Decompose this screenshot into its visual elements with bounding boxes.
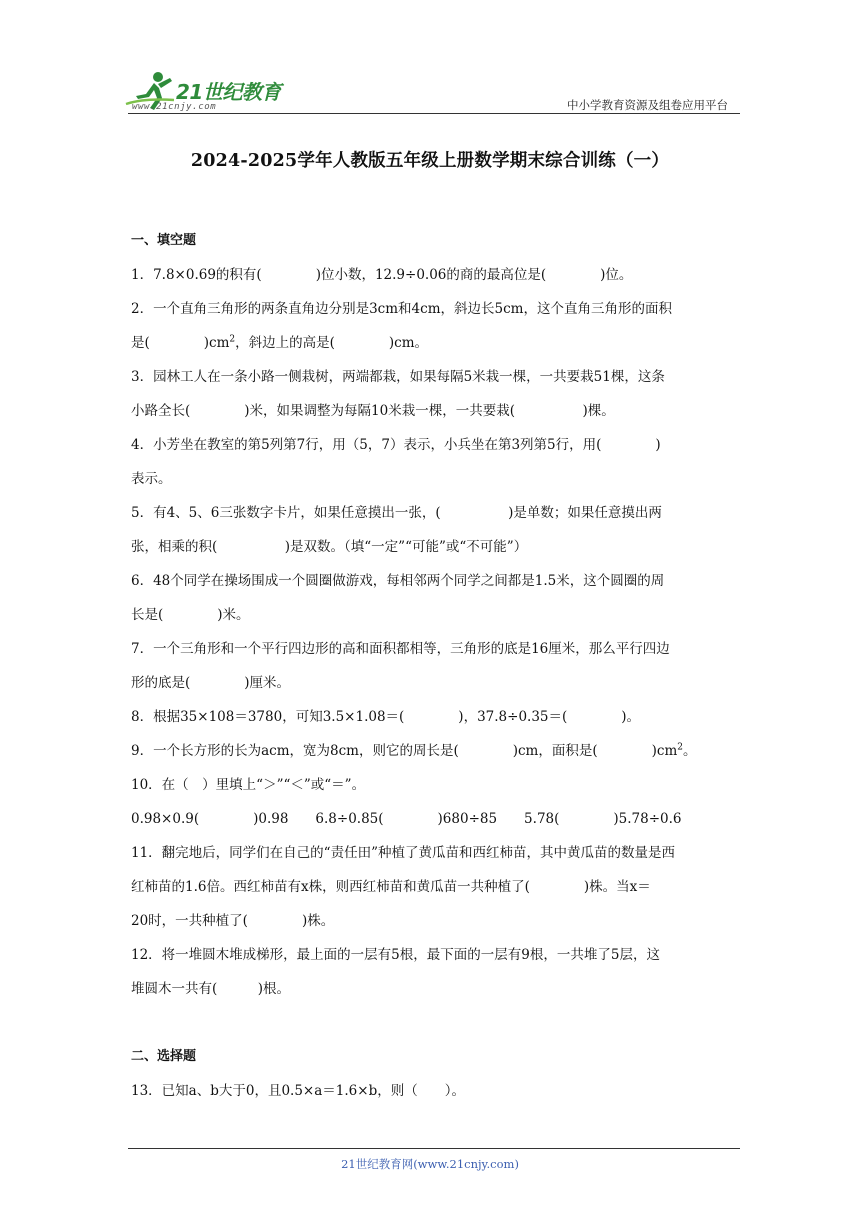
question-11-line-2: 红柿苗的1.6倍。西红柿苗有x株，则西红柿苗和黄瓜苗一共种植了( )株。当x＝ [131, 879, 651, 895]
question-6-line-1: 6．48个同学在操场围成一个圆圈做游戏，每相邻两个同学之间都是1.5米，这个圆圈的周 [131, 573, 665, 589]
page-title: 2024-2025学年人教版五年级上册数学期末综合训练（一） [190, 151, 670, 171]
section-spacer [131, 1006, 741, 1040]
question-content [131, 224, 741, 1108]
question-11-line-3: 20时，一共种植了( )株。 [131, 913, 335, 929]
question-2-line-2 [131, 326, 741, 360]
section-heading-fill: 一、填空题 [131, 233, 197, 248]
q2-superscript: 2 [229, 334, 236, 345]
question-3-line-1: 3．园林工人在一条小路一侧栽树，两端都栽，如果每隔5米栽一棵，一共要栽51棵，这条 [131, 369, 665, 385]
section-heading-choice: 二、选择题 [131, 1049, 197, 1064]
footer-text: 21世纪教育网(www.21cnjy.com) [341, 1157, 519, 1171]
question-2-line-1: 2．一个直角三角形的两条直角边分别是3cm和4cm，斜边长5cm，这个直角三角形的面积 [131, 301, 672, 317]
q9-text-a: 9．一个长方形的长为acm，宽为8cm，则它的周长是( )cm，面积是( )cm [131, 743, 678, 759]
question-5-line-1: 5．有4、5、6三张数字卡片，如果任意摸出一张，( )是单数；如果任意摸出两 [131, 505, 662, 521]
logo-text: 21世纪教育 [176, 80, 281, 104]
question-4-line-2: 表示。 [131, 471, 172, 487]
site-logo [124, 70, 294, 114]
question-7-line-1: 7．一个三角形和一个平行四边形的高和面积都相等，三角形的底是16厘米，那么平行四边 [131, 641, 670, 657]
question-10-line-2: 0.98×0.9( )0.98 6.8÷0.85( )680÷85 5.78( )5.78÷0.6 [131, 811, 682, 827]
q9-superscript: 2 [677, 742, 683, 753]
header-divider [128, 113, 740, 114]
footer-divider [128, 1148, 740, 1149]
question-7-line-2: 形的底是( )厘米。 [131, 675, 291, 691]
question-11-line-1: 11．翻完地后，同学们在自己的“责任田”种植了黄瓜苗和西红柿苗，其中黄瓜苗的数量是西 [131, 845, 675, 861]
question-5-line-2: 张，相乘的积( )是双数。（填“一定”“可能”或“不可能”） [131, 539, 528, 555]
question-6-line-2: 长是( )米。 [131, 607, 250, 623]
question-8: 8．根据35×108＝3780，可知3.5×1.08＝( )，37.8÷0.35＝( )。 [131, 709, 641, 725]
question-10-line-1: 10．在（ ）里填上“＞”“＜”或“＝”。 [131, 777, 366, 793]
q2-text-b: ，斜边上的高是( )cm。 [235, 335, 429, 351]
question-13: 13．已知a、b大于0，且0.5×a＝1.6×b，则（ ）。 [131, 1083, 465, 1099]
platform-label: 中小学教育资源及组卷应用平台 [567, 98, 728, 112]
question-9 [131, 734, 741, 768]
question-1: 1．7.8×0.69的积有( )位小数，12.9÷0.06的商的最高位是( )位。 [131, 267, 633, 283]
question-12-line-2: 堆圆木一共有( )根。 [131, 981, 291, 997]
q2-text-a: 是( )cm [131, 335, 230, 351]
question-3-line-2: 小路全长( )米，如果调整为每隔10米栽一棵，一共要栽( )棵。 [131, 403, 615, 419]
question-12-line-1: 12．将一堆圆木堆成梯形，最上面的一层有5根，最下面的一层有9根，一共堆了5层，这 [131, 947, 660, 963]
q9-text-b: 。 [682, 743, 697, 759]
question-4-line-1: 4．小芳坐在教室的第5列第7行，用（5，7）表示，小兵坐在第3列第5行，用( ) [131, 437, 661, 453]
logo-url: www.21cnjy.com [132, 102, 217, 112]
